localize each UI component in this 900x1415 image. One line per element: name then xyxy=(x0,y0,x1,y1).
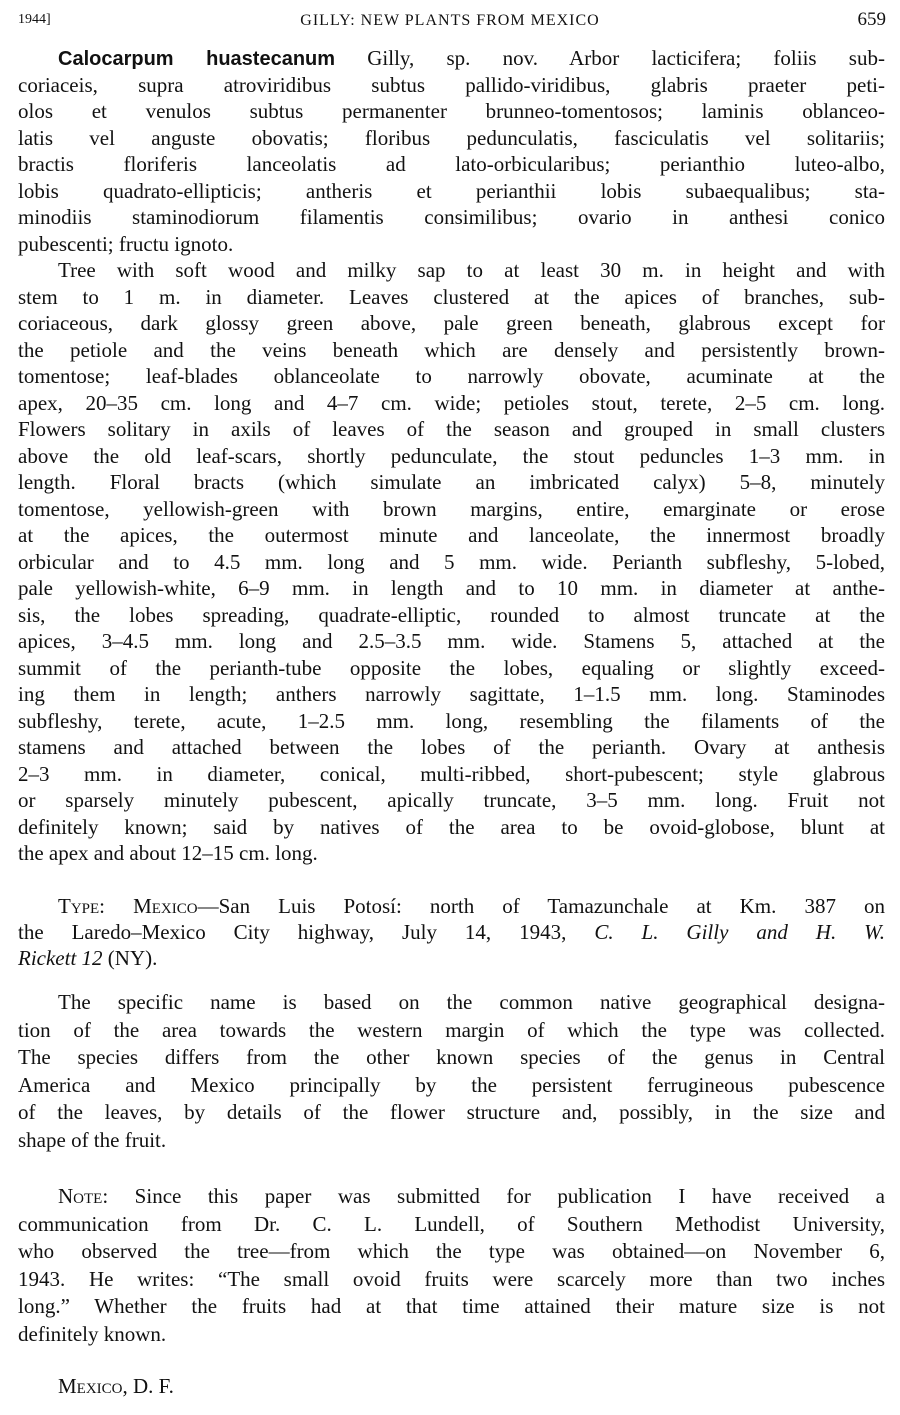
italic-text: C. L. Gilly and H. W. xyxy=(594,920,885,945)
text-line xyxy=(58,1184,885,1208)
text-line: long.” Whether the fruits had at that time attained their mature size is not xyxy=(18,1294,885,1319)
text-line: definitely known. xyxy=(18,1322,167,1346)
text-line: 1943. He writes: “The small ovoid fruits were scarcely more than two inches xyxy=(18,1266,885,1291)
text-line: ing them in length; anthers narrowly sagittate, 1–1.5 mm. long. Staminodes xyxy=(18,682,885,706)
text-line: stamens and attached between the lobes of the perianth. Ovary at anthesis xyxy=(18,735,885,759)
text-line: above the old leaf-scars, shortly pedunculate, the stout peduncles 1–3 mm. in xyxy=(18,443,885,468)
running-head-title: GILLY: NEW PLANTS FROM MEXICO xyxy=(300,12,600,29)
text-line: apices, 3–4.5 mm. long and 2.5–3.5 mm. wide. Stamens 5, attached at the xyxy=(18,629,885,653)
text-line: apex, 20–35 cm. long and 4–7 cm. wide; petioles stout, terete, 2–5 cm. long. xyxy=(18,390,885,415)
text-line: tion of the area towards the western margin of which the type was collected. xyxy=(18,1017,885,1042)
text-line: orbicular and to 4.5 mm. long and 5 mm. wide. Perianth subfleshy, 5-lobed, xyxy=(18,549,885,574)
text-line xyxy=(58,894,885,918)
text-line: subfleshy, terete, acute, 1–2.5 mm. long, resembling the filaments of the xyxy=(18,708,885,733)
species-name: Calocarpum huastecanum xyxy=(58,48,336,70)
text-line: of the leaves, by details of the flower structure and, possibly, in the size and xyxy=(18,1100,885,1125)
text-line: latis vel anguste obovatis; floribus pedunculatis, fasciculatis vel solitariis; xyxy=(18,125,885,150)
text-line: America and Mexico principally by the persistent ferrugineous pubescence xyxy=(18,1072,885,1097)
text-segment: (NY). xyxy=(102,946,158,971)
page-number: 659 xyxy=(857,9,886,30)
text-line: or sparsely minutely pubescent, apically truncate, 3–5 mm. long. Fruit not xyxy=(18,788,885,812)
text-line: Flowers solitary in axils of leaves of the season and grouped in small clusters xyxy=(18,417,885,441)
text-segment: the Laredo–Mexico City highway, July 14, 1943, xyxy=(18,920,595,945)
text-line: communication from Dr. C. L. Lundell, of Southern Methodist University, xyxy=(18,1211,885,1236)
text-line: The specific name is based on the common native geographical designa- xyxy=(58,990,885,1014)
text-line: shape of the fruit. xyxy=(18,1128,167,1152)
text-line: pubescenti; fructu ignoto. xyxy=(18,231,234,256)
small-caps-text: Note xyxy=(58,1184,103,1208)
text-line: at the apices, the outermost minute and lanceolate, the innermost broadly xyxy=(18,523,885,547)
text-line: lobis quadrato-ellipticis; antheris et perianthii lobis subaequalibus; sta- xyxy=(18,178,885,203)
text-line xyxy=(18,920,885,944)
text-line: pale yellowish-white, 6–9 mm. in length and to 10 mm. in diameter at anthe- xyxy=(18,576,885,600)
text-segment: , D. F. xyxy=(122,1374,174,1398)
text-segment: Gilly, sp. nov. Arbor lacticifera; foliis sub- xyxy=(335,46,885,70)
text-line: coriaceis, supra atroviridibus subtus pallido-viridibus, glabris praeter peti- xyxy=(18,72,885,97)
text-segment: : Since this paper was submitted for publication I have received a xyxy=(102,1184,885,1208)
text-line: minodiis staminodiorum filamentis consimilibus; ovario in anthesi conico xyxy=(18,205,885,229)
text-line xyxy=(58,46,885,71)
text-line: length. Floral bracts (which simulate an imbricated calyx) 5–8, minutely xyxy=(18,470,885,494)
text-line: stem to 1 m. in diameter. Leaves clustered at the apices of branches, sub- xyxy=(18,284,885,309)
text-line: coriaceous, dark glossy green above, pale green beneath, glabrous except for xyxy=(18,311,885,335)
text-line: bractis floriferis lanceolatis ad lato-orbicularibus; perianthio luteo-albo, xyxy=(18,152,885,176)
text-line: Tree with soft wood and milky sap to at least 30 m. in height and with xyxy=(58,258,885,282)
text-line: who observed the tree—from which the type was obtained—on November 6, xyxy=(18,1239,885,1264)
text-line: The species differs from the other known species of the genus in Central xyxy=(18,1045,885,1070)
text-line: 2–3 mm. in diameter, conical, multi-ribbed, short-pubescent; style glabrous xyxy=(18,761,885,786)
small-caps-text: Mexico xyxy=(133,894,198,918)
text-line: tomentose; leaf-blades oblanceolate to narrowly obovate, acuminate at the xyxy=(18,364,885,388)
italic-text: Rickett 12 xyxy=(18,946,103,971)
text-line xyxy=(58,1374,885,1398)
text-line xyxy=(18,946,885,970)
text-line: summit of the perianth-tube opposite the lobes, equaling or slightly exceed- xyxy=(18,655,885,680)
text-segment: : xyxy=(99,894,134,918)
text-segment: —San Luis Potosí: north of Tamazunchale at Km. 387 on xyxy=(197,894,885,918)
small-caps-text: Mexico xyxy=(58,1374,123,1398)
text-line: tomentose, yellowish-green with brown margins, entire, emarginate or erose xyxy=(18,496,885,521)
text-line: the petiole and the veins beneath which are densely and persistently brown- xyxy=(18,337,885,362)
text-line: definitely known; said by natives of the area to be ovoid-globose, blunt at xyxy=(18,814,885,839)
text-line: the apex and about 12–15 cm. long. xyxy=(18,841,318,865)
text-line: sis, the lobes spreading, quadrate-elliptic, rounded to almost truncate at the xyxy=(18,602,885,627)
small-caps-text: Type xyxy=(58,894,100,918)
running-head-year: 1944] xyxy=(18,12,51,27)
text-line: olos et venulos subtus permanenter brunneo-tomentosos; laminis oblanceo- xyxy=(18,99,885,123)
